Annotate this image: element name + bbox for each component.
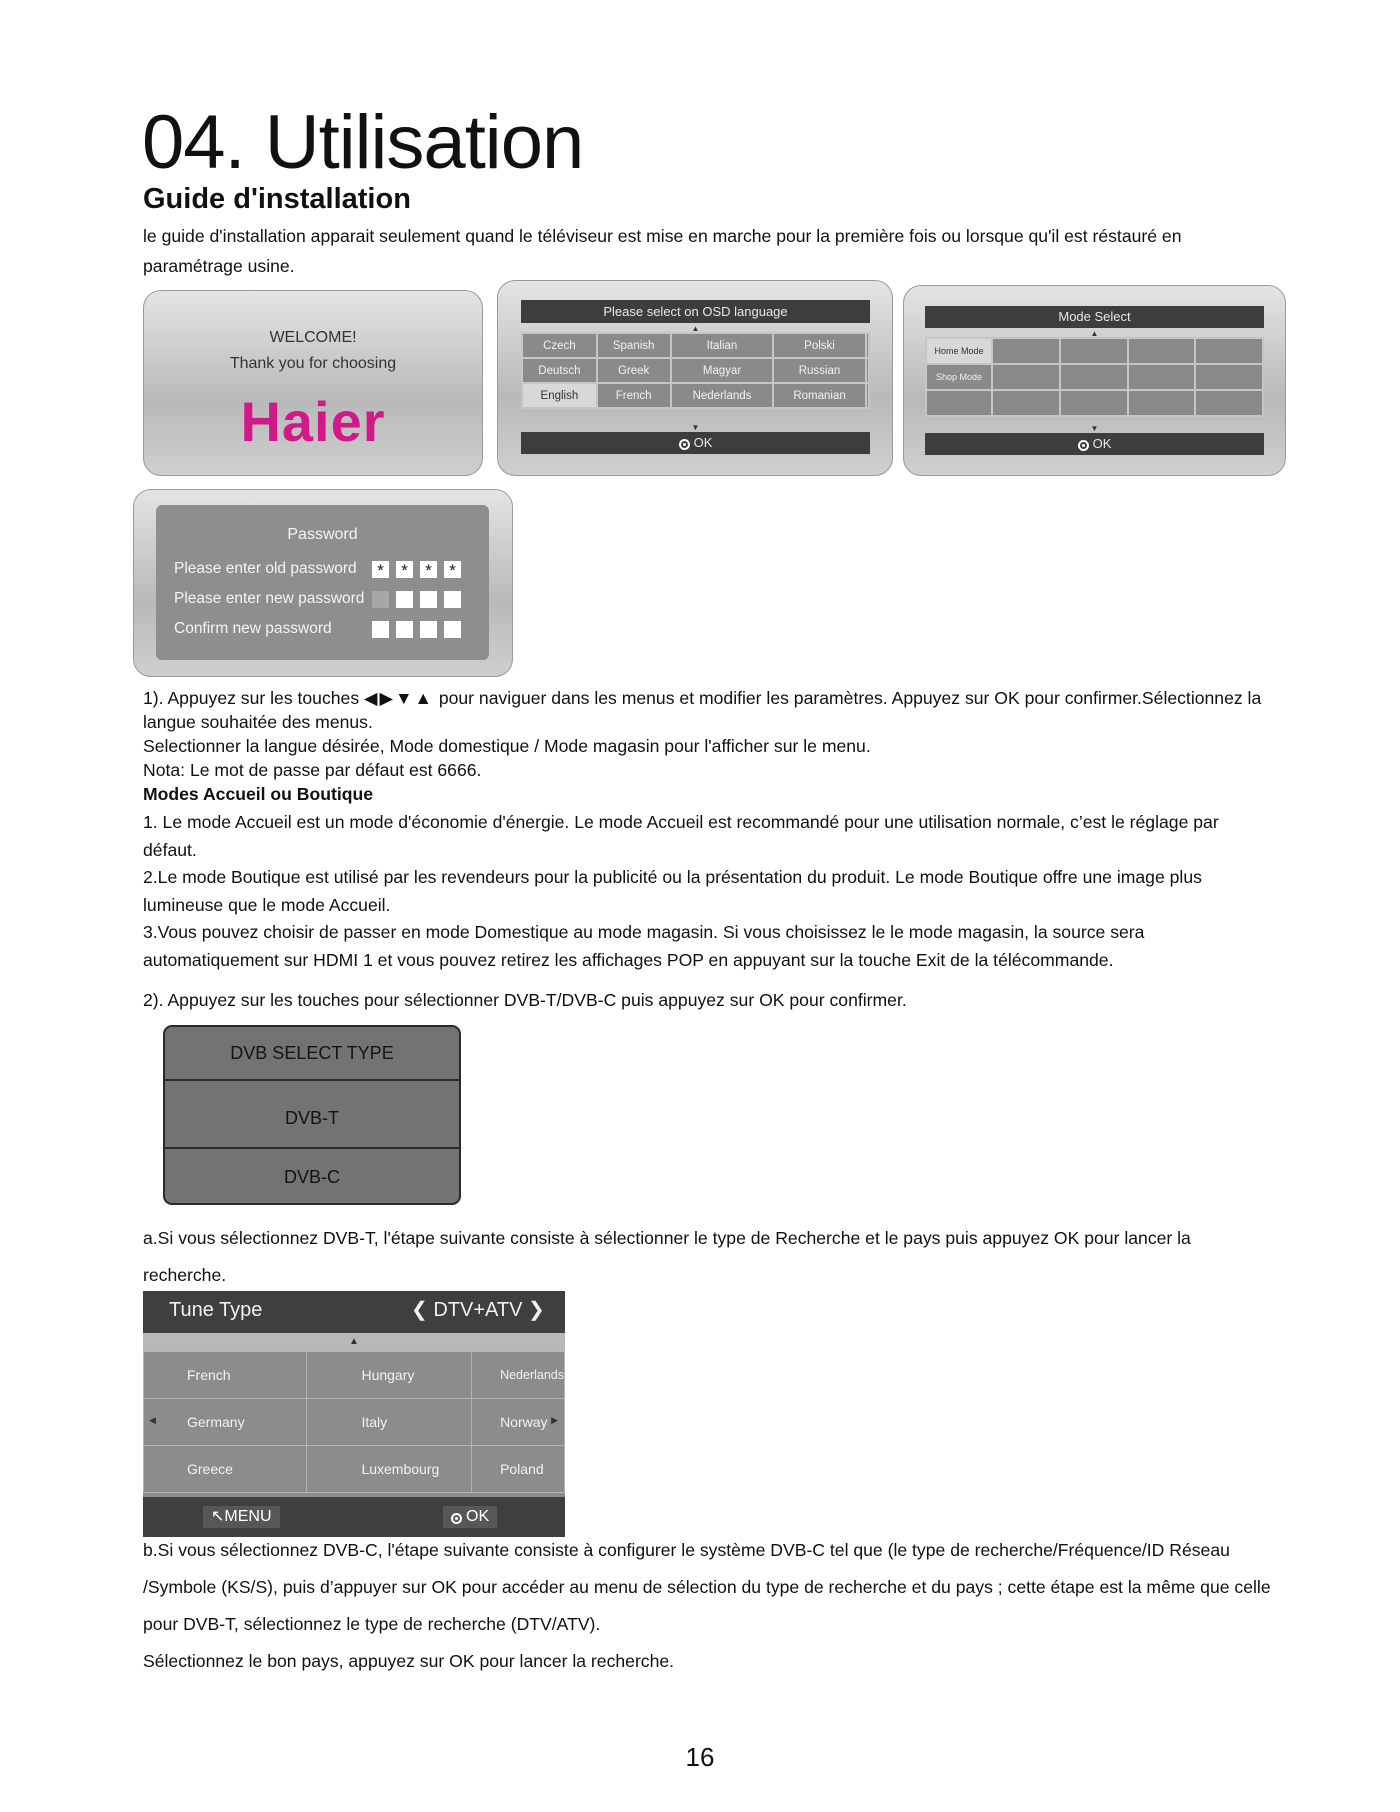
password-screen-image <box>133 489 513 677</box>
tune-type-label: Tune Type <box>169 1299 263 1321</box>
country-cell[interactable] <box>307 1446 472 1493</box>
arrow-left-icon[interactable]: ◀ <box>149 1415 156 1425</box>
confirm-password-field[interactable] <box>372 621 461 638</box>
ok-icon <box>451 1513 462 1524</box>
country-cell[interactable]: Nederlands <box>472 1352 565 1399</box>
step1-note: Nota: Le mot de passe par défaut est 6666. <box>143 760 482 780</box>
tune-type-header <box>143 1291 565 1333</box>
modes-list <box>143 809 1273 974</box>
password-dialog <box>156 505 489 660</box>
old-password-field[interactable] <box>372 561 461 578</box>
country-cell[interactable]: Poland <box>472 1446 565 1493</box>
language-cell[interactable]: Spanish <box>597 333 671 358</box>
password-digit <box>372 591 389 608</box>
mode-grid <box>925 337 1264 417</box>
tune-type-selector[interactable] <box>411 1297 545 1322</box>
language-cell <box>866 358 869 383</box>
mode-item: 2.Le mode Boutique est utilisé par les revendeurs pour la publicité ou la présentation du produit. Le mode Boutique offre une image plus lumineuse que le mode Accueil. <box>143 867 1202 915</box>
section-heading: Guide d'installation <box>143 183 411 215</box>
chevron-right-icon[interactable]: ❯ <box>527 1299 545 1321</box>
old-password-label: Please enter old password <box>174 560 357 577</box>
home-mode-option[interactable]: Home Mode <box>926 338 992 364</box>
country-cell[interactable]: Hungary <box>307 1352 472 1399</box>
mode-cell <box>1060 364 1128 390</box>
step1-text-b: pour naviguer dans les menus et modifier les paramètres. Appuyez sur OK pour confirmer.Sélectionnez la langue souhaitée des menus. <box>143 688 1262 732</box>
mode-cell <box>1195 364 1263 390</box>
tune-type-footer <box>143 1497 565 1537</box>
step-b-paragraph: b.Si vous sélectionnez DVB-C, l'étape suivante consiste à configurer le système DVB-C tel que (le type de recherche/Fréquence/ID Réseau /Symbole (KS/S), puis d’appuyer sur OK pour accéder au menu de sélection du type de recherche et du pays ; cette étape est la même que celle pour DVB-T, sélectionnez le type de recherche (DTV/ATV). <box>143 1540 1271 1634</box>
password-digit <box>444 621 461 638</box>
language-cell[interactable]: Italian <box>671 333 774 358</box>
language-cell[interactable]: Nederlands <box>671 383 774 408</box>
arrow-down-icon: ▼ <box>1090 424 1099 433</box>
language-cell[interactable]: Magyar <box>671 358 774 383</box>
dvb-t-option[interactable]: DVB-T <box>165 1081 459 1149</box>
language-cell[interactable]: Romanian <box>773 383 865 408</box>
mode-cell <box>1128 338 1196 364</box>
mode-cell <box>1060 390 1128 416</box>
password-digit: * <box>420 561 437 578</box>
mode-ok-bar <box>925 433 1264 455</box>
mode-item: 1. Le mode Accueil est un mode d'économie d'énergie. Le mode Accueil est recommandé pour une utilisation normale, c’est le réglage par défaut. <box>143 812 1219 860</box>
ok-label: OK <box>466 1508 490 1525</box>
welcome-screen-image <box>143 290 483 476</box>
step1-instructions <box>143 686 1273 806</box>
country-cell[interactable] <box>472 1399 565 1446</box>
ok-label: OK <box>1092 436 1112 451</box>
language-cell[interactable]: Polski <box>773 333 865 358</box>
page-title: 04. Utilisation <box>142 100 584 185</box>
mode-cell <box>1128 364 1196 390</box>
arrow-up-icon: ▲ <box>691 324 700 333</box>
country-cell[interactable]: Greece <box>144 1446 307 1493</box>
intro-text: le guide d'installation apparait seulement quand le téléviseur est mise en marche pour la première fois ou lorsque qu'il est réstauré en paramétrage usine. <box>143 226 1182 276</box>
new-password-label: Please enter new password <box>174 590 365 607</box>
step-b-final: Sélectionnez le bon pays, appuyez sur OK pour lancer la recherche. <box>143 1651 675 1671</box>
country-label: Luxembourg <box>361 1461 440 1477</box>
chevron-left-icon[interactable]: ❮ <box>411 1299 428 1321</box>
country-label: Germany <box>187 1414 245 1430</box>
password-title: Password <box>287 526 358 543</box>
password-digit <box>444 591 461 608</box>
mode-cell <box>1195 390 1263 416</box>
language-cell[interactable]: Greek <box>597 358 671 383</box>
country-grid <box>143 1351 565 1493</box>
osd-language-grid <box>521 332 870 409</box>
country-cell[interactable]: Italy <box>307 1399 472 1446</box>
country-cell[interactable] <box>144 1399 307 1446</box>
dvb-select-title: DVB SELECT TYPE <box>165 1027 459 1081</box>
back-arrow-icon: ↖ <box>211 1508 225 1525</box>
arrow-right-icon[interactable]: ▶ <box>551 1415 558 1425</box>
language-cell[interactable]: Russian <box>773 358 865 383</box>
step1-text-a: 1). Appuyez sur les touches <box>143 688 360 708</box>
osd-language-screen-image <box>497 280 893 476</box>
password-digit <box>372 621 389 638</box>
arrow-up-icon: ▲ <box>1090 329 1099 338</box>
ok-button[interactable] <box>443 1506 497 1528</box>
country-label: Norway <box>500 1414 548 1430</box>
page-number: 16 <box>685 1742 715 1772</box>
language-cell <box>866 333 869 358</box>
haier-logo: Haier <box>240 390 386 453</box>
mode-cell <box>992 390 1060 416</box>
language-cell[interactable]: Deutsch <box>522 358 597 383</box>
osd-language-title: Please select on OSD language <box>521 300 870 323</box>
ok-icon <box>1078 440 1089 451</box>
password-digit: * <box>372 561 389 578</box>
dvb-c-option[interactable]: DVB-C <box>283 1167 340 1187</box>
mode-cell <box>1128 390 1196 416</box>
password-digit: * <box>444 561 461 578</box>
menu-button[interactable] <box>203 1506 280 1528</box>
thank-you-text: Thank you for choosing <box>229 355 397 372</box>
password-digit <box>420 621 437 638</box>
step1-text-c: Selectionner la langue désirée, Mode domestique / Mode magasin pour l'afficher sur le menu. <box>143 736 871 756</box>
country-cell[interactable]: French <box>144 1352 307 1399</box>
dvb-select-screen-image <box>163 1025 461 1205</box>
password-digit <box>420 591 437 608</box>
language-cell-selected[interactable]: English <box>522 383 597 408</box>
menu-label: MENU <box>224 1508 272 1525</box>
password-digit <box>396 591 413 608</box>
arrow-down-icon: ▼ <box>691 423 700 432</box>
step-b-text <box>143 1532 1273 1680</box>
arrow-up-icon: ▲ <box>143 1333 565 1351</box>
step2-text: 2). Appuyez sur les touches pour sélectionner DVB-T/DVB-C puis appuyez sur OK pour confirmer. <box>143 990 907 1010</box>
confirm-password-label: Confirm new password <box>174 620 332 637</box>
osd-ok-bar <box>521 432 870 454</box>
modes-heading: Modes Accueil ou Boutique <box>143 784 374 804</box>
shop-mode-option[interactable]: Shop Mode <box>926 364 992 390</box>
mode-cell <box>1195 338 1263 364</box>
mode-select-title: Mode Select <box>925 306 1264 328</box>
language-cell <box>866 383 869 408</box>
mode-cell <box>1060 338 1128 364</box>
password-digit: * <box>396 561 413 578</box>
tune-type-value: DTV+ATV <box>433 1299 523 1321</box>
ok-label: OK <box>693 435 713 450</box>
welcome-text: WELCOME! <box>269 329 357 346</box>
language-cell[interactable]: Czech <box>522 333 597 358</box>
mode-cell <box>926 390 992 416</box>
mode-cell <box>992 338 1060 364</box>
navigation-arrows-icon: ◀▶▼▲ <box>364 688 434 708</box>
tune-type-screen-image <box>143 1291 565 1537</box>
password-digit <box>396 621 413 638</box>
language-cell[interactable]: French <box>597 383 671 408</box>
new-password-field[interactable] <box>372 591 461 608</box>
mode-item: 3.Vous pouvez choisir de passer en mode Domestique au mode magasin. Si vous choisissez le le mode magasin, la source sera automatiquement sur HDMI 1 et vous pouvez retirez les affichages POP en appuyant sur la touche Exit de la télécommande. <box>143 922 1145 970</box>
mode-select-screen-image <box>903 285 1286 476</box>
ok-icon <box>679 439 690 450</box>
mode-cell <box>992 364 1060 390</box>
step-a-text: a.Si vous sélectionnez DVB-T, l'étape suivante consiste à sélectionner le type de Recherche et le pays puis appuyez OK pour lancer la recherche. <box>143 1228 1191 1285</box>
